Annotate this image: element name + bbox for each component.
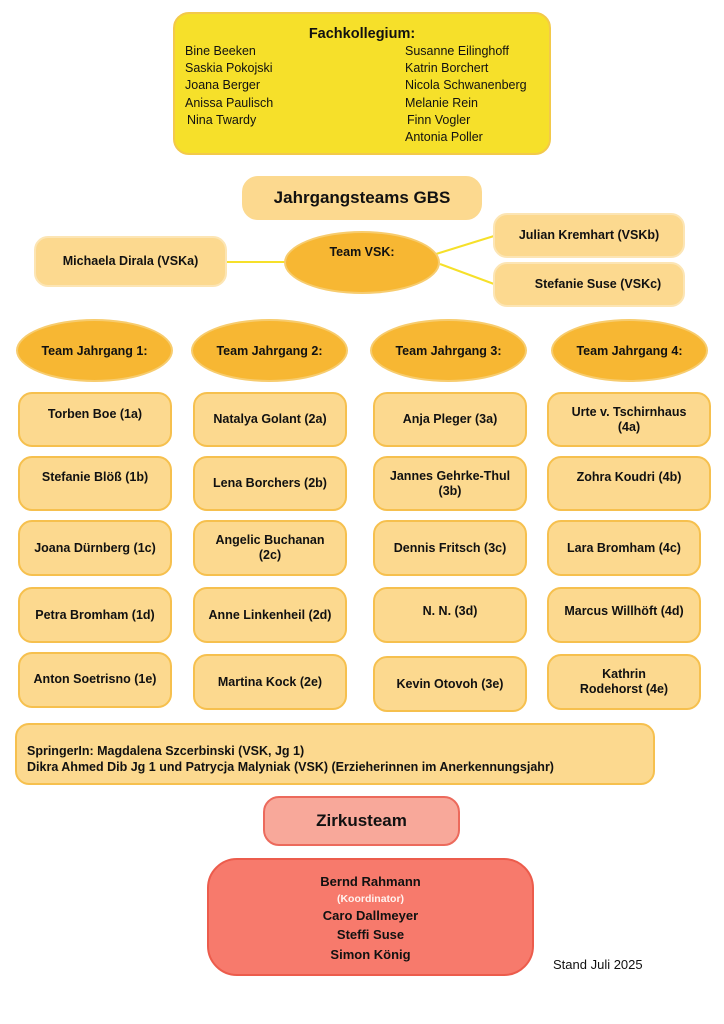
vskb-box: Julian Kremhart (VSKb)	[493, 213, 685, 258]
fachkollegium-member: Anissa Paulisch	[185, 95, 274, 110]
member-2e: Martina Kock (2e)	[193, 654, 347, 710]
team-jahrgang-2-ellipse: Team Jahrgang 2:	[191, 319, 348, 382]
team-vsk-ellipse: Team VSK:	[284, 231, 440, 294]
zirkus-member: Caro Dallmeyer	[322, 907, 419, 923]
fachkollegium-member: Saskia Pokojski	[185, 61, 273, 76]
team-jahrgang-4-ellipse: Team Jahrgang 4:	[551, 319, 708, 382]
jahrgangsteams-title: Jahrgangsteams GBS	[242, 176, 482, 220]
fachkollegium-left-column	[185, 43, 273, 129]
member-1e: Anton Soetrisno (1e)	[18, 652, 172, 708]
member-4e: Kathrin Rodehorst (4e)	[547, 654, 701, 710]
member-3d: N. N. (3d)	[373, 587, 527, 643]
member-3e: Kevin Otovoh (3e)	[373, 656, 527, 712]
zirkus-member: Simon König	[330, 946, 411, 962]
member-2b: Lena Borchers (2b)	[193, 456, 347, 511]
fachkollegium-member: Finn Vogler	[407, 112, 471, 127]
member-2c: Angelic Buchanan (2c)	[193, 520, 347, 576]
zirkus-member: Steffi Suse	[336, 927, 405, 942]
member-3c: Dennis Fritsch (3c)	[373, 520, 527, 576]
fachkollegium-member: Katrin Borchert	[405, 61, 489, 76]
fachkollegium-title: Fachkollegium:	[308, 26, 416, 42]
springer-line-1: SpringerIn: Magdalena Szcerbinski (VSK, Jg 1)	[27, 744, 305, 758]
stand-date: Stand Juli 2025	[553, 957, 643, 972]
springer-line-2: Dikra Ahmed Dib Jg 1 und Patrycja Malyniak (VSK) (Erzieherinnen im Anerkennungsjahr)	[27, 760, 554, 774]
member-1d: Petra Bromham (1d)	[18, 587, 172, 643]
member-2a: Natalya Golant (2a)	[193, 392, 347, 447]
connector-vskb	[436, 236, 494, 254]
connector-vskc	[440, 264, 494, 284]
springer-box	[15, 723, 655, 785]
member-4c: Lara Bromham (4c)	[547, 520, 701, 576]
team-jahrgang-1-ellipse: Team Jahrgang 1:	[16, 319, 173, 382]
fachkollegium-member: Bine Beeken	[185, 44, 256, 58]
zirkus-coordinator: Bernd Rahmann	[320, 874, 421, 889]
fachkollegium-member: Melanie Rein	[405, 95, 478, 110]
fachkollegium-right-column	[405, 43, 527, 146]
member-1b: Stefanie Blöß (1b)	[18, 456, 172, 511]
member-4a: Urte v. Tschirnhaus (4a)	[547, 392, 711, 447]
fachkollegium-member: Nina Twardy	[187, 112, 257, 127]
team-jahrgang-3-ellipse: Team Jahrgang 3:	[370, 319, 527, 382]
fachkollegium-member: Joana Berger	[185, 78, 261, 93]
zirkus-coordinator-note: (Koordinator)	[336, 892, 405, 905]
member-2d: Anne Linkenheil (2d)	[193, 587, 347, 643]
member-1c: Joana Dürnberg (1c)	[18, 520, 172, 576]
fachkollegium-box	[173, 12, 551, 155]
member-1a: Torben Boe (1a)	[18, 392, 172, 447]
member-3b: Jannes Gehrke-Thul (3b)	[373, 456, 527, 511]
zirkusteam-box	[207, 858, 534, 976]
vska-box: Michaela Dirala (VSKa)	[34, 236, 227, 287]
member-4b: Zohra Koudri (4b)	[547, 456, 711, 511]
member-3a: Anja Pleger (3a)	[373, 392, 527, 447]
zirkusteam-title: Zirkusteam	[263, 796, 460, 846]
vskc-box: Stefanie Suse (VSKc)	[493, 262, 685, 307]
fachkollegium-member: Nicola Schwanenberg	[405, 78, 527, 93]
member-4d: Marcus Willhöft (4d)	[547, 587, 701, 643]
fachkollegium-member: Susanne Eilinghoff	[405, 44, 510, 58]
fachkollegium-member: Antonia Poller	[405, 130, 483, 145]
